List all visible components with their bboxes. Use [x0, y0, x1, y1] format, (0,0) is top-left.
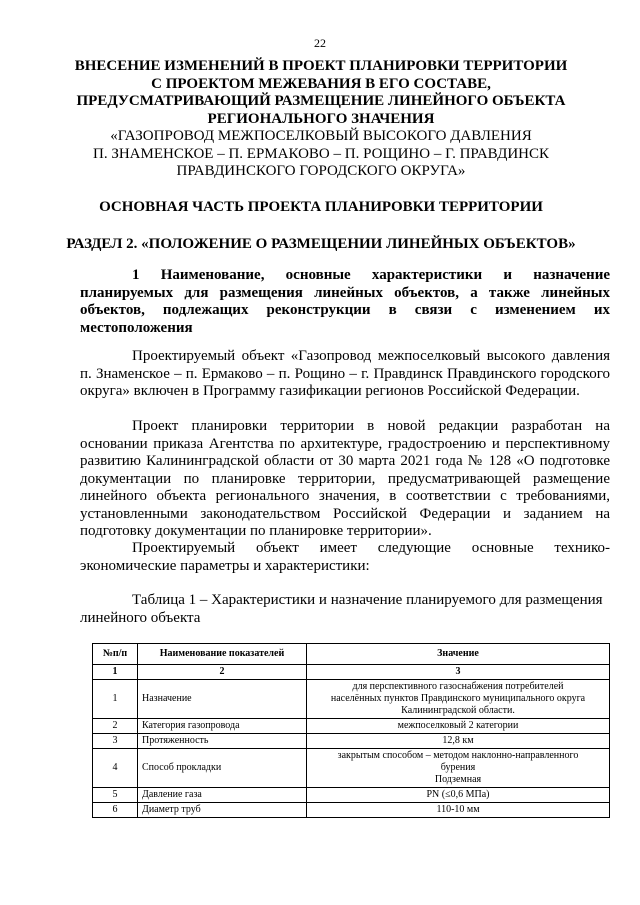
- value-line: населённых пунктов Правдинского муниципального округа: [330, 693, 586, 704]
- page-number: 22: [314, 36, 326, 50]
- column-number-cell: 3: [307, 665, 610, 680]
- body-paragraph: Проектируемый объект «Газопровод межпоселковый высокого давления п. Знаменское – п. Ермаково – п. Рощино – г. Правдинск Правдинского городского округа» включен в Программу газификации регионов Российской Федерации.: [80, 348, 610, 399]
- parameters-table: [92, 643, 610, 818]
- indicator-name-cell: Диаметр труб: [138, 803, 307, 818]
- table-row: [93, 749, 610, 788]
- value-line: бурения: [440, 762, 476, 773]
- subsection-heading: 1 Наименование, основные характеристики и назначение планируемых для размещения линейных объектов, а также линейных объектов, подлежащих реконструкции в связи с изменением их местоположения: [80, 267, 610, 336]
- heading-line: ВНЕСЕНИЕ ИЗМЕНЕНИЙ В ПРОЕКТ ПЛАНИРОВКИ ТЕРРИТОРИИ: [74, 58, 568, 74]
- value-line: 12,8 км: [442, 735, 474, 746]
- heading-line: РЕГИОНАЛЬНОГО ЗНАЧЕНИЯ: [207, 110, 435, 127]
- heading-line: ПРЕДУСМАТРИВАЮЩИЙ РАЗМЕЩЕНИЕ ЛИНЕЙНОГО ОБЪЕКТА: [76, 93, 566, 109]
- row-number-cell: 2: [93, 719, 138, 734]
- value-cell: [307, 734, 610, 749]
- column-number-cell: 1: [93, 665, 138, 680]
- indicator-name-cell: Давление газа: [138, 788, 307, 803]
- heading-object-name-line: «ГАЗОПРОВОД МЕЖПОСЕЛКОВЫЙ ВЫСОКОГО ДАВЛЕНИЯ: [110, 128, 532, 144]
- table-row: [93, 803, 610, 818]
- header-cell-name: Наименование показателей: [138, 644, 307, 665]
- value-line: Калининградской области.: [401, 705, 515, 716]
- document-heading: [60, 58, 582, 181]
- value-line: межпоселковый 2 категории: [397, 720, 519, 731]
- heading-object-name-line: П. ЗНАМЕНСКОЕ – П. ЕРМАКОВО – П. РОЩИНО – Г. ПРАВДИНСК: [92, 145, 549, 162]
- indicator-name-cell: Способ прокладки: [138, 749, 307, 788]
- table-row: [93, 734, 610, 749]
- row-number-cell: 3: [93, 734, 138, 749]
- row-number-cell: 4: [93, 749, 138, 788]
- value-cell: [307, 749, 610, 788]
- header-cell-value: Значение: [307, 644, 610, 665]
- table-caption: Таблица 1 – Характеристики и назначение планируемого для размещения линейного объекта: [80, 592, 603, 626]
- body-paragraph: Проект планировки территории в новой редакции разработан на основании приказа Агентства по архитектуре, градостроению и перспективному развитию Калининградской области от 30 марта 2021 года № 128 «О подготовке документации по планировке территории, предусматривающей размещение линейного объекта регионального значения, в соответствии с требованиями, установленными законодательством Российской Федерации и заданием на подготовку документации по планировке территории».: [80, 418, 610, 539]
- row-number-cell: 5: [93, 788, 138, 803]
- table-row: [93, 788, 610, 803]
- value-line: для перспективного газоснабжения потребителей: [352, 681, 564, 692]
- body-paragraph: Проектируемый объект имеет следующие основные технико-экономические параметры и характеристики:: [80, 540, 610, 574]
- column-number-cell: 2: [138, 665, 307, 680]
- table-header-row: [93, 644, 610, 665]
- column-number-row: [93, 665, 610, 680]
- value-cell: [307, 788, 610, 803]
- value-cell: [307, 803, 610, 818]
- section-title: РАЗДЕЛ 2. «ПОЛОЖЕНИЕ О РАЗМЕЩЕНИИ ЛИНЕЙНЫХ ОБЪЕКТОВ»: [66, 236, 576, 252]
- indicator-name-cell: Категория газопровода: [138, 719, 307, 734]
- row-number-cell: 6: [93, 803, 138, 818]
- table-row: [93, 680, 610, 719]
- indicator-name-cell: Протяженность: [138, 734, 307, 749]
- value-line: Подземная: [434, 774, 482, 785]
- table-row: [93, 719, 610, 734]
- value-cell: [307, 680, 610, 719]
- heading-line: С ПРОЕКТОМ МЕЖЕВАНИЯ В ЕГО СОСТАВЕ,: [151, 75, 491, 92]
- heading-object-name-line: ПРАВДИНСКОГО ГОРОДСКОГО ОКРУГА»: [176, 163, 466, 179]
- header-cell-number: №п/п: [93, 644, 138, 665]
- value-cell: [307, 719, 610, 734]
- value-line: PN (≤0,6 МПа): [426, 789, 490, 800]
- value-line: закрытым способом – методом наклонно-направленного: [337, 750, 579, 761]
- value-line: 110-10 мм: [436, 804, 480, 815]
- main-part-title: ОСНОВНАЯ ЧАСТЬ ПРОЕКТА ПЛАНИРОВКИ ТЕРРИТОРИИ: [99, 199, 543, 215]
- row-number-cell: 1: [93, 680, 138, 719]
- indicator-name-cell: Назначение: [138, 680, 307, 719]
